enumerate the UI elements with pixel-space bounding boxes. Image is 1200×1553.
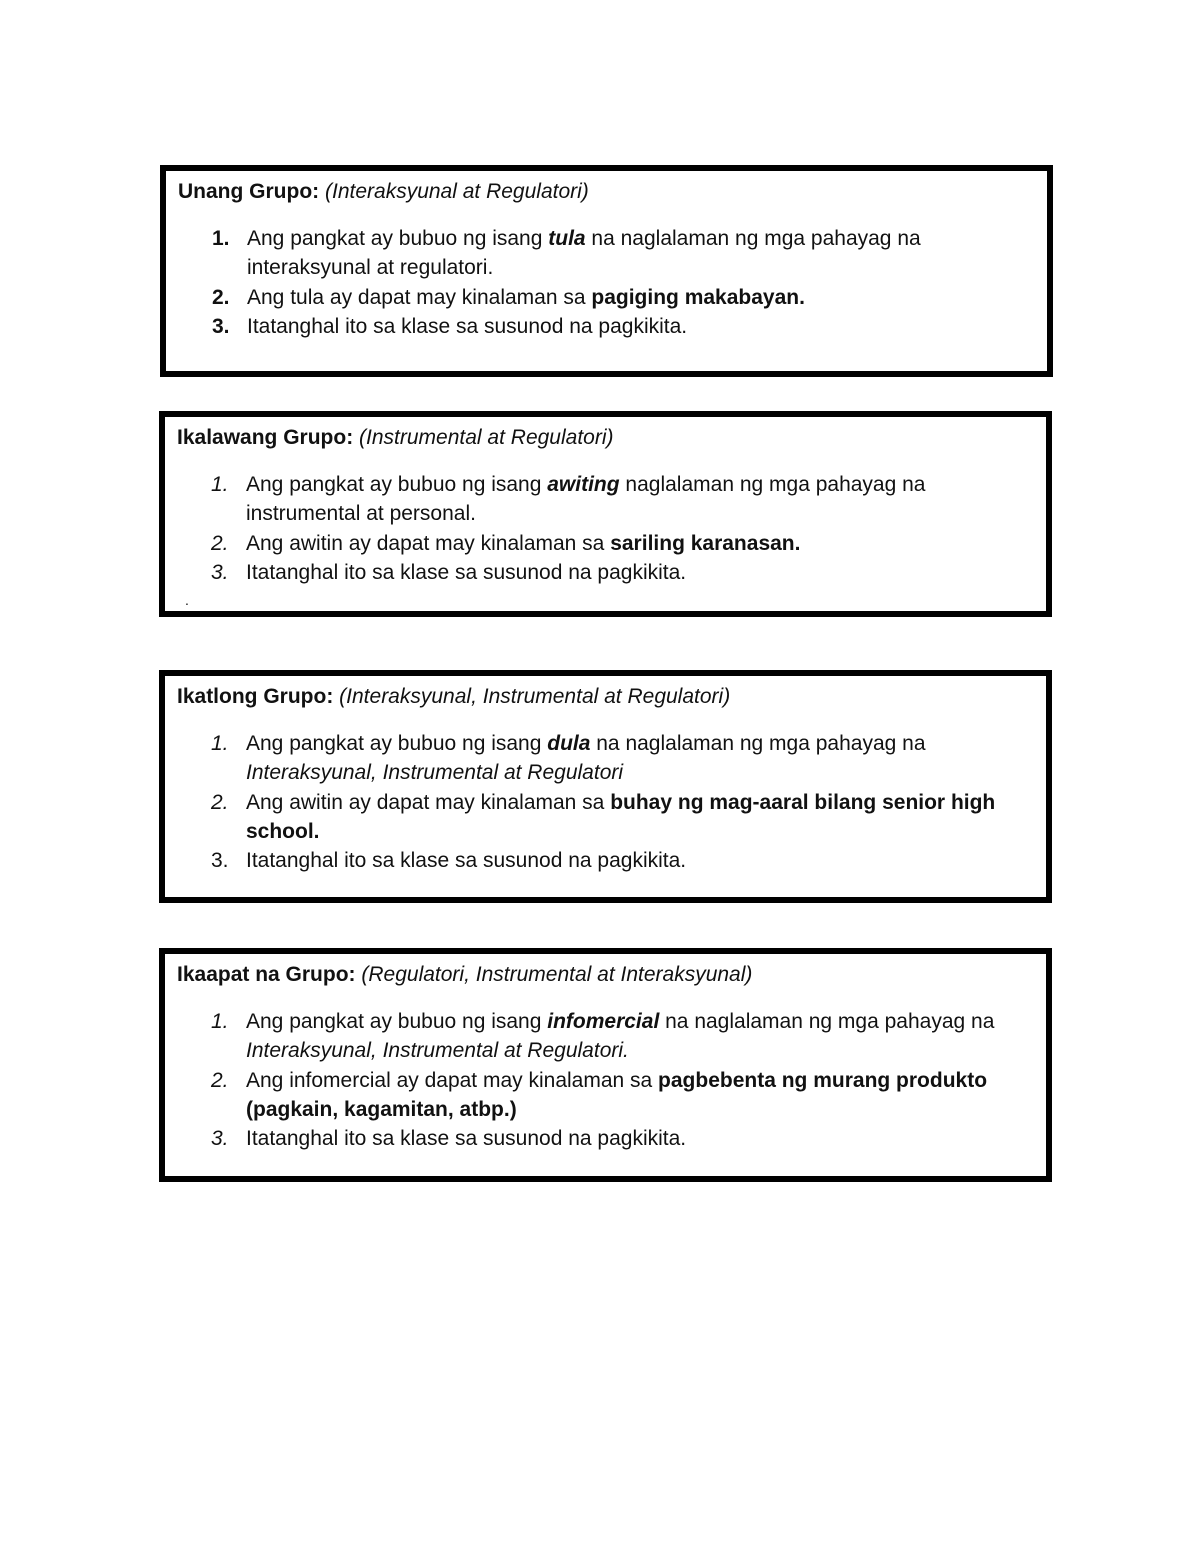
stray-mark: . [185, 592, 189, 608]
instruction-list [165, 1007, 1046, 1153]
list-item [166, 283, 1047, 312]
item-number: 2. [211, 531, 229, 555]
item-italic-part: Interaksyunal, Instrumental at Regulatori. [246, 1039, 629, 1063]
group-title [177, 424, 614, 452]
item-text-part: Ang awitin ay dapat may kinalaman sa [246, 790, 611, 814]
item-emphasis: tula [548, 227, 586, 250]
item-number: 1. [212, 227, 230, 250]
group-label: Unang Grupo: [178, 180, 320, 203]
list-item [165, 729, 1046, 788]
group-box-ikaapat [159, 948, 1052, 1182]
item-text [247, 283, 1039, 312]
item-number: 3. [211, 1127, 229, 1151]
item-italic-part: Interaksyunal, Instrumental at Regulatori [246, 761, 624, 785]
item-text-part: Ang tula ay dapat may kinalaman sa [247, 285, 592, 309]
group-subtitle: (Interaksyunal, Instrumental at Regulatori) [339, 685, 731, 708]
item-emphasis: pagbebenta ng murang produkto (pagkain, kagamitan, atbp.) [246, 1068, 988, 1121]
item-number: 3. [211, 849, 229, 873]
item-number: 2. [211, 1068, 229, 1092]
group-box-ikalawang [159, 411, 1052, 617]
item-text-part: Ang pangkat ay bubuo ng isang [247, 227, 549, 250]
group-title [178, 178, 589, 206]
item-number: 1. [211, 1010, 229, 1033]
group-label: Ikatlong Grupo: [177, 685, 334, 708]
item-text [246, 846, 1038, 875]
group-label: Ikaapat na Grupo: [177, 963, 356, 986]
item-text-part: Itatanghal ito sa klase sa susunod na pagkikita. [246, 1127, 687, 1151]
item-text-part: na naglalaman ng mga pahayag na interaksyunal at regulatori. [247, 227, 921, 280]
item-text [246, 1066, 1038, 1125]
instruction-list [165, 470, 1046, 587]
list-item [165, 1124, 1046, 1153]
instruction-list [166, 224, 1047, 341]
group-box-ikatlong [159, 670, 1052, 903]
item-text-part: na naglalaman ng mga pahayag na [590, 732, 926, 755]
item-text-part: Ang infomercial ay dapat may kinalaman sa [246, 1068, 659, 1092]
item-text-part: Ang pangkat ay bubuo ng isang [246, 1010, 548, 1033]
item-text [246, 788, 1038, 847]
item-number: 2. [211, 790, 229, 814]
item-emphasis: pagiging makabayan. [591, 285, 805, 309]
group-subtitle: (Instrumental at Regulatori) [359, 426, 614, 449]
item-emphasis: awiting [547, 473, 620, 496]
item-number: 1. [211, 732, 229, 755]
list-item [165, 470, 1046, 529]
item-text-part: Ang pangkat ay bubuo ng isang [246, 732, 548, 755]
item-number: 1. [211, 473, 229, 496]
item-number: 3. [212, 314, 230, 338]
item-text-part: Itatanghal ito sa klase sa susunod na pagkikita. [247, 314, 688, 338]
group-title [177, 961, 752, 989]
list-item [166, 312, 1047, 341]
list-item [166, 224, 1047, 283]
item-text [247, 312, 1039, 341]
list-item [165, 1066, 1046, 1125]
group-subtitle: (Interaksyunal at Regulatori) [325, 180, 589, 203]
list-item [165, 1007, 1046, 1066]
item-text-part: Itatanghal ito sa klase sa susunod na pagkikita. [246, 849, 687, 873]
item-emphasis: sariling karanasan. [610, 531, 801, 555]
item-emphasis: dula [547, 732, 591, 755]
item-text-part: naglalaman ng mga pahayag na instrumental at personal. [246, 473, 926, 526]
group-title [177, 683, 730, 711]
group-subtitle: (Regulatori, Instrumental at Interaksyunal) [361, 963, 753, 986]
item-text [246, 558, 1038, 587]
item-text-part: na naglalaman ng mga pahayag na [659, 1010, 995, 1033]
item-text [246, 470, 1038, 529]
item-text [246, 729, 1038, 788]
group-box-unang [160, 165, 1053, 377]
list-item [165, 529, 1046, 558]
item-text-part: Ang pangkat ay bubuo ng isang [246, 473, 548, 496]
item-text [246, 1124, 1038, 1153]
list-item [165, 846, 1046, 875]
instruction-list [165, 729, 1046, 875]
item-text-part: Itatanghal ito sa klase sa susunod na pagkikita. [246, 560, 687, 584]
item-text-part: Ang awitin ay dapat may kinalaman sa [246, 531, 611, 555]
item-emphasis: buhay ng mag-aaral bilang senior high school. [246, 790, 996, 843]
item-number: 3. [211, 560, 229, 584]
list-item [165, 788, 1046, 847]
item-text [247, 224, 1039, 283]
item-text [246, 1007, 1038, 1066]
item-text [246, 529, 1038, 558]
group-label: Ikalawang Grupo: [177, 426, 354, 449]
item-number: 2. [212, 285, 230, 309]
item-emphasis: infomercial [547, 1010, 660, 1033]
list-item [165, 558, 1046, 587]
